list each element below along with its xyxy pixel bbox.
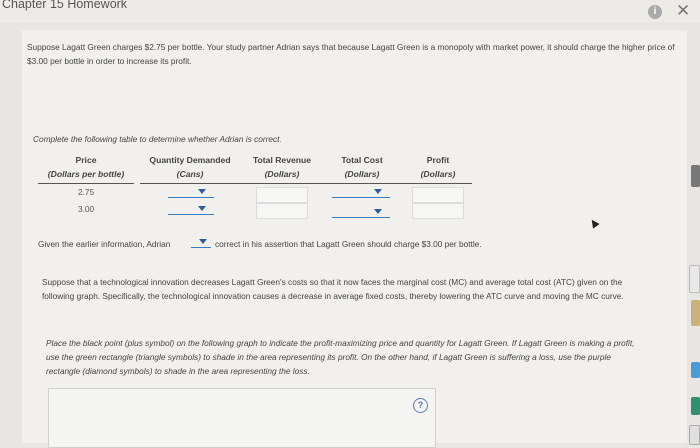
side-tab bbox=[691, 165, 700, 187]
total-revenue-input-row2[interactable] bbox=[256, 203, 308, 219]
adrian-correct-dropdown[interactable] bbox=[191, 237, 211, 248]
side-tab bbox=[691, 300, 700, 326]
header-quantity-unit: (Cans) bbox=[176, 169, 204, 179]
total-cost-dropdown-row1[interactable] bbox=[332, 187, 390, 198]
graph-area[interactable] bbox=[48, 388, 436, 448]
header-quantity-label: Quantity Demanded bbox=[149, 155, 231, 165]
header-profit bbox=[410, 153, 466, 181]
header-price-label: Price bbox=[75, 155, 97, 165]
window-title: Chapter 15 Homework bbox=[2, 0, 128, 11]
intro-text: Suppose Lagatt Green charges $2.75 per bottle. Your study partner Adrian says that because Lagatt Green is a monopoly with market power, it should charge the higher price of $3.00 per bottle in order to increase its profit. bbox=[27, 42, 675, 66]
header-underline bbox=[140, 183, 472, 184]
header-total-cost-label: Total Cost bbox=[341, 155, 383, 165]
total-cost-dropdown-row2[interactable] bbox=[332, 207, 390, 218]
innovation-text: Suppose that a technological innovation decreases Lagatt Green's costs so that it now faces the marginal cost (MC) and average total cost (ATC) given on the following graph. Specifically, the technological innovation causes a decrease in average fixed costs, thereby lowering the ATC curve and moving the MC curve. bbox=[42, 277, 624, 301]
profit-input-row2[interactable] bbox=[412, 203, 464, 219]
side-tab bbox=[691, 397, 700, 415]
profit-input-row1[interactable] bbox=[412, 187, 464, 203]
window-title-bar bbox=[0, 0, 700, 22]
header-total-revenue-label: Total Revenue bbox=[252, 155, 312, 165]
side-tab bbox=[691, 362, 700, 378]
header-total-revenue-unit: (Dollars) bbox=[264, 169, 300, 179]
header-underline-price bbox=[38, 183, 134, 184]
price-cell: 2.75 bbox=[78, 187, 95, 197]
graph-instructions: Place the black point (plus symbol) on the following graph to indicate the profit-maximizing price and quantity for Lagatt Green. If Lagatt Green is making a profit, use the green rectangle (triangle symbols) to shade in the area representing its profit. On the other hand, if Lagatt Green is suffering a loss, use the purple rectangle (diamond symbols) to shade in the area representing the loss. bbox=[46, 338, 635, 376]
header-price-unit: (Dollars per bottle) bbox=[47, 169, 125, 179]
adrian-sentence-start: Given the earlier information, Adrian bbox=[38, 239, 171, 249]
table-prompt: Complete the following table to determine whether Adrian is correct. bbox=[33, 134, 282, 144]
chevron-down-icon bbox=[374, 209, 382, 214]
info-icon[interactable]: i bbox=[648, 5, 662, 19]
chevron-down-icon bbox=[199, 239, 207, 244]
side-tab bbox=[689, 425, 700, 445]
close-icon[interactable]: ✕ bbox=[676, 1, 691, 20]
header-total-cost bbox=[327, 153, 397, 181]
chevron-down-icon bbox=[198, 206, 206, 211]
header-total-revenue bbox=[244, 153, 320, 181]
chevron-down-icon bbox=[198, 189, 206, 194]
price-cell: 3.00 bbox=[78, 204, 95, 214]
total-revenue-input-row1[interactable] bbox=[256, 187, 308, 203]
header-total-cost-unit: (Dollars) bbox=[344, 169, 380, 179]
quantity-dropdown-row1[interactable] bbox=[168, 187, 214, 198]
header-profit-unit: (Dollars) bbox=[420, 169, 456, 179]
chevron-down-icon bbox=[374, 189, 382, 194]
help-icon[interactable]: ? bbox=[413, 398, 428, 413]
quantity-dropdown-row2[interactable] bbox=[168, 204, 214, 215]
header-price bbox=[38, 153, 134, 181]
header-quantity bbox=[140, 153, 240, 181]
side-tab bbox=[689, 265, 700, 293]
adrian-sentence-end: correct in his assertion that Lagatt Green should charge $3.00 per bottle. bbox=[215, 239, 482, 249]
header-profit-label: Profit bbox=[426, 155, 450, 165]
